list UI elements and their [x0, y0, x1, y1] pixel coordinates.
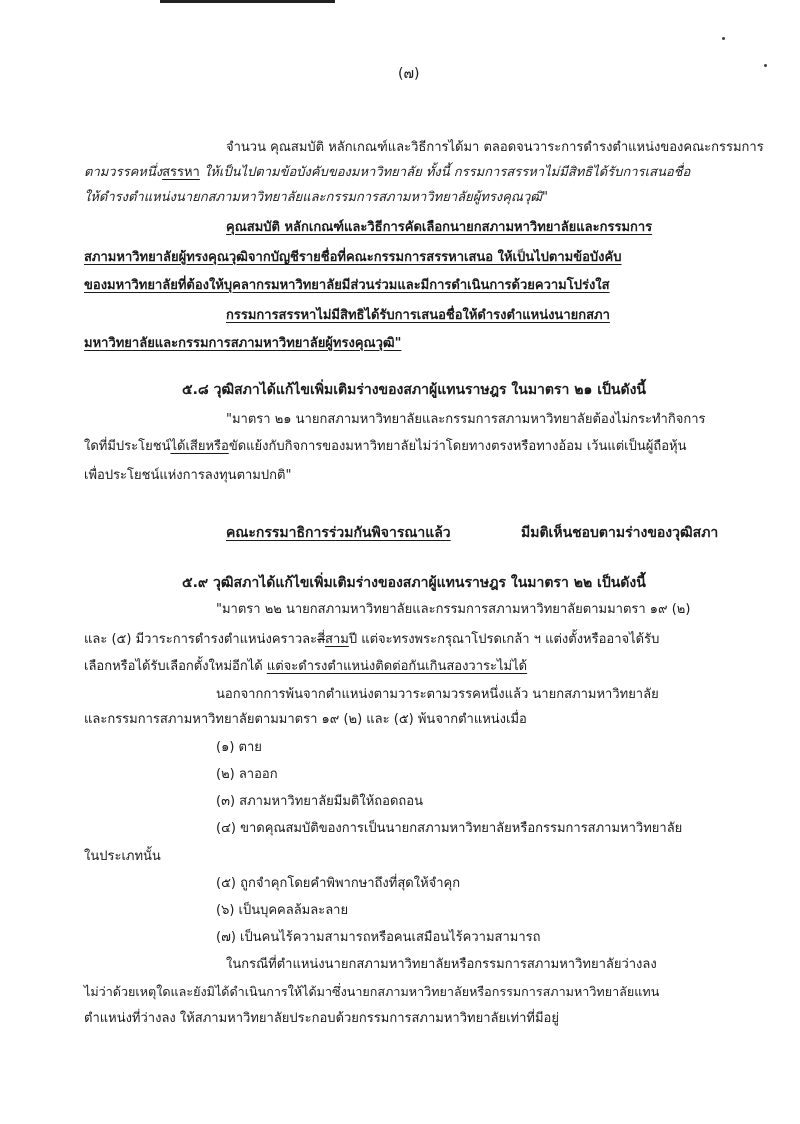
section-heading: ๕.๘ วุฒิสภาได้แก้ไขเพิ่มเติมร่างของสภาผู้แทนราษฎร ในมาตรา ๒๑ เป็นดังนี้	[182, 382, 646, 398]
text-run: ใดที่มีประโยชน์	[84, 439, 171, 454]
struck-text: สี่	[317, 632, 326, 647]
list-item: (๖) เป็นบุคคลล้มละลาย	[216, 903, 349, 918]
scan-speck	[764, 64, 767, 67]
paragraph-line: จำนวน คุณสมบัติ หลักเกณฑ์และวิธีการได้มา ตลอดจนวาระการดำรงตำแหน่งของคณะกรรมการ	[226, 140, 764, 155]
italic-text: ตามวรรคหนึ่ง	[84, 165, 163, 180]
list-item: (๕) ถูกจำคุกโดยคำพิพากษาถึงที่สุดให้จำคุก	[216, 876, 461, 891]
scan-speck	[722, 37, 725, 40]
paragraph-line: "มาตรา ๒๑ นายกสภามหาวิทยาลัยและกรรมการสภามหาวิทยาลัยต้องไม่กระทำกิจการ	[226, 412, 706, 427]
section-heading: ๕.๙ วุฒิสภาได้แก้ไขเพิ่มเติมร่างของสภาผู้แทนราษฎร ในมาตรา ๒๒ เป็นดังนี้	[182, 575, 646, 591]
list-item: (๒) ลาออก	[216, 767, 278, 782]
list-item: (๓) สภามหาวิทยาลัยมีมติให้ถอดถอน	[216, 794, 423, 809]
paragraph-line	[84, 657, 527, 677]
paragraph-line: ให้ดำรงตำแหน่งนายกสภามหาวิทยาลัยและกรรมการสภามหาวิทยาลัยผู้ทรงคุณวุฒิ"	[84, 190, 548, 205]
paragraph-line	[84, 163, 690, 183]
paragraph-line: เพื่อประโยชน์แห่งการลงทุนตามปกติ"	[84, 468, 292, 483]
committee-label: คณะกรรมาธิการร่วมกันพิจารณาแล้ว	[226, 525, 451, 541]
page-number: (๗)	[398, 66, 420, 82]
list-item: (๑) ตาย	[216, 740, 262, 755]
paragraph-line: สภามหาวิทยาลัยผู้ทรงคุณวุฒิจากบัญชีรายชื่อที่คณะกรรมการสรรหาเสนอ ให้เป็นไปตามข้อบังคับ	[84, 250, 622, 265]
underlined-text: สรรหา	[162, 165, 200, 180]
underlined-text: หรือ	[205, 439, 229, 454]
scan-edge-mark	[160, 0, 335, 3]
paragraph-line: คุณสมบัติ หลักเกณฑ์และวิธีการคัดเลือกนายกสภามหาวิทยาลัยและกรรมการ	[226, 220, 653, 235]
paragraph-line: ไม่ว่าด้วยเหตุใดและยังมิได้ดำเนินการให้ได้มาซึ่งนายกสภามหาวิทยาลัยหรือกรรมการสภามหาวิทยาลัยแทน	[84, 984, 660, 999]
list-item: (๗) เป็นคนไร้ความสามารถหรือคนเสมือนไร้ความสามารถ	[216, 930, 541, 945]
committee-resolution: มีมติเห็นชอบตามร่างของวุฒิสภา	[521, 525, 719, 541]
text-run: เลือกหรือได้รับเลือกตั้งใหม่อีกได้	[84, 659, 267, 674]
list-item-continuation: ในประเภทนั้น	[84, 849, 161, 864]
italic-text: ให้เป็นไปตามข้อบังคับของมหาวิทยาลัย ทั้งนี้ กรรมการสรรหาไม่มีสิทธิได้รับการเสนอชื่อ	[199, 165, 691, 180]
paragraph-line: ตำแหน่งที่ว่างลง ให้สภามหาวิทยาลัยประกอบด้วยกรรมการสภามหาวิทยาลัยเท่าที่มีอยู่	[84, 1011, 559, 1026]
paragraph-line: มหาวิทยาลัยและกรรมการสภามหาวิทยาลัยผู้ทรงคุณวุฒิ"	[84, 336, 402, 351]
underlined-text: แต่จะดำรงตำแหน่งติดต่อกันเกินสองวาระไม่ได้	[266, 659, 528, 674]
paragraph-line: และกรรมการสภามหาวิทยาลัยตามมาตรา ๑๙ (๒) และ (๕) พ้นจากตำแหน่งเมื่อ	[84, 712, 527, 727]
paragraph-line	[84, 630, 659, 650]
paragraph-line: นอกจากการพ้นจากตำแหน่งตามวาระตามวรรคหนึ่งแล้ว นายกสภามหาวิทยาลัย	[216, 687, 659, 702]
underlined-text: สาม	[325, 632, 349, 647]
paragraph-line	[84, 437, 687, 457]
text-run: ขัดแย้งกับกิจการของมหาวิทยาลัยไม่ว่าโดยทางตรงหรือทางอ้อม เว้นแต่เป็นผู้ถือหุ้น	[228, 439, 687, 454]
underlined-text: ได้เสีย	[170, 439, 206, 454]
paragraph-line: ในกรณีที่ตำแหน่งนายกสภามหาวิทยาลัยหรือกรรมการสภามหาวิทยาลัยว่างลง	[226, 957, 657, 972]
text-run: ปี แต่จะทรงพระกรุณาโปรดเกล้า ฯ แต่งตั้งหรืออาจได้รับ	[348, 632, 660, 647]
paragraph-line: ของมหาวิทยาลัยที่ต้องให้บุคลากรมหาวิทยาลัยมีส่วนร่วมและมีการดำเนินการด้วยความโปร่งใส	[84, 278, 610, 293]
paragraph-line: "มาตรา ๒๒ นายกสภามหาวิทยาลัยและกรรมการสภามหาวิทยาลัยตามมาตรา ๑๙ (๒)	[216, 602, 691, 617]
paragraph-line: กรรมการสรรหาไม่มีสิทธิได้รับการเสนอชื่อให้ดำรงตำแหน่งนายกสภา	[226, 308, 610, 323]
text-run: และ (๕) มีวาระการดำรงตำแหน่งคราวละ	[84, 632, 318, 647]
list-item: (๔) ขาดคุณสมบัติของการเป็นนายกสภามหาวิทยาลัยหรือกรรมการสภามหาวิทยาลัย	[216, 821, 683, 836]
